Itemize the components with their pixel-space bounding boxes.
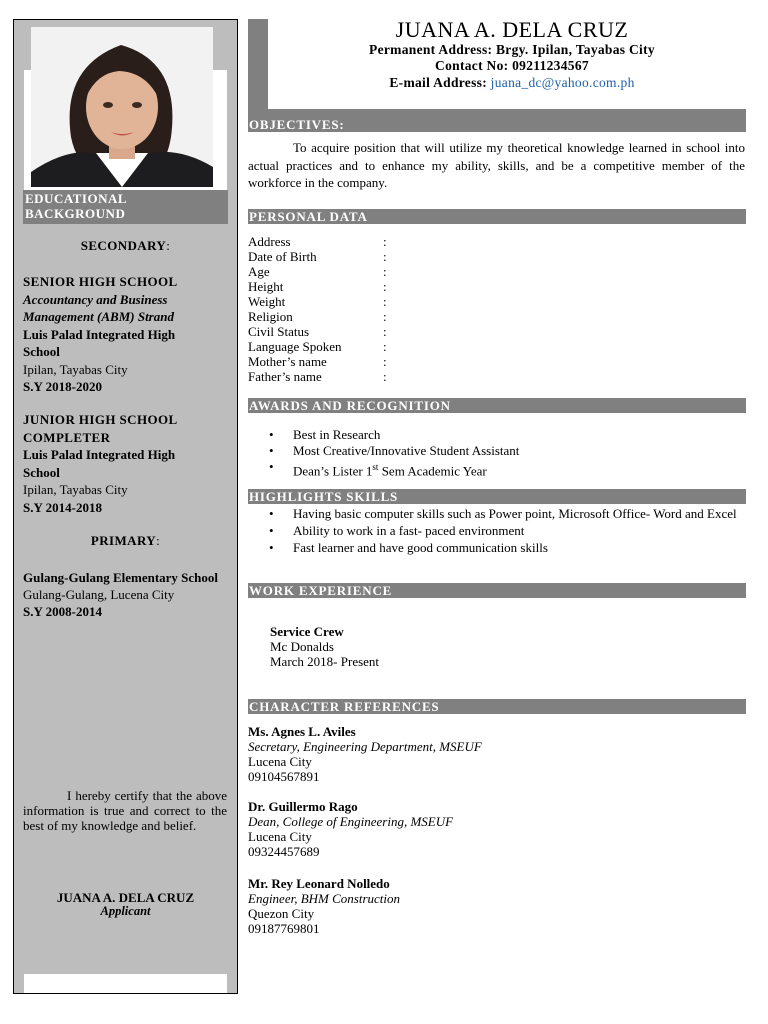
personal-field-row xyxy=(248,264,448,279)
reference-phone: 09324457689 xyxy=(248,844,320,859)
personal-field-row xyxy=(248,249,448,264)
personal-field-colon: : xyxy=(383,294,387,309)
signer-role: Applicant xyxy=(100,904,151,918)
work-position: Service Crew xyxy=(270,624,344,639)
personal-field-label: Address xyxy=(248,234,291,249)
references-heading: CHARACTER REFERENCES xyxy=(248,699,746,714)
certification-text: I hereby certify that the above information is true and correct to the best of my knowledge and belief. xyxy=(23,788,227,833)
applicant-name: JUANA A. DELA CRUZ xyxy=(395,17,629,42)
header-accent-bar xyxy=(248,19,268,109)
personal-field-colon: : xyxy=(383,309,387,324)
right-border-strip xyxy=(227,20,237,993)
skill-item: • Ability to work in a fast- paced environment xyxy=(248,523,745,538)
primary-school: Gulang-Gulang Elementary School xyxy=(23,570,219,585)
personal-data-heading: PERSONAL DATA xyxy=(248,209,746,224)
objectives-text: To acquire position that will utilize my theoretical knowledge learned in school into actual practices and to enhance my ability, skills, and be a competitive member of the workforce in the company. xyxy=(248,140,745,190)
work-experience-heading: WORK EXPERIENCE xyxy=(248,583,746,598)
reference-phone: 09104567891 xyxy=(248,769,320,784)
shs-school-year: S.Y 2018-2020 xyxy=(23,379,102,394)
skill-item: • Having basic computer skills such as Power point, Microsoft Office- Word and Excel xyxy=(248,506,745,521)
reference-name: Dr. Guillermo Rago xyxy=(248,799,358,814)
reference-entry xyxy=(248,876,648,936)
education-heading: EDUCATIONAL BACKGROUND xyxy=(23,190,228,224)
personal-field-row xyxy=(248,309,448,324)
personal-field-colon: : xyxy=(383,354,387,369)
email-line xyxy=(268,75,756,90)
primary-place: Gulang-Gulang, Lucena City xyxy=(23,587,175,602)
work-period: March 2018- Present xyxy=(270,654,380,669)
award-item: • Most Creative/Innovative Student Assistant xyxy=(248,443,745,459)
reference-entry xyxy=(248,724,648,784)
awards-list xyxy=(248,427,745,479)
jhs-title: JUNIOR HIGH SCHOOL COMPLETER xyxy=(23,412,177,445)
left-column xyxy=(13,19,238,994)
personal-field-label: Mother’s name xyxy=(248,354,327,369)
primary-school-year: S.Y 2008-2014 xyxy=(23,604,102,619)
jhs-place: Ipilan, Tayabas City xyxy=(23,482,128,497)
personal-field-colon: : xyxy=(383,264,387,279)
reference-title: Engineer, BHM Construction xyxy=(248,891,401,906)
certification-section xyxy=(23,652,228,974)
reference-title: Dean, College of Engineering, MSEUF xyxy=(248,814,454,829)
skill-item: • Fast learner and have good communication skills xyxy=(248,540,745,555)
personal-field-label: Age xyxy=(248,264,270,279)
personal-field-colon: : xyxy=(383,369,387,384)
shs-title: SENIOR HIGH SCHOOL xyxy=(23,274,178,289)
email-link[interactable]: juana_dc@yahoo.com.ph xyxy=(490,75,635,90)
personal-field-label: Religion xyxy=(248,309,293,324)
objectives-heading: OBJECTIVES: xyxy=(248,117,746,132)
reference-name: Ms. Agnes L. Aviles xyxy=(248,724,356,739)
skills-heading: HIGHLIGHTS SKILLS xyxy=(248,489,746,504)
personal-field-row xyxy=(248,294,448,309)
applicant-portrait-image xyxy=(31,27,213,187)
shs-strand: Accountancy and Business Management (ABM) Strand xyxy=(23,291,174,324)
personal-field-row xyxy=(248,339,448,354)
primary-label: PRIMARY: xyxy=(90,533,161,548)
education-section xyxy=(23,224,228,650)
reference-entry xyxy=(248,799,648,859)
work-entry xyxy=(270,624,570,669)
reference-place: Lucena City xyxy=(248,829,312,844)
personal-field-label: Weight xyxy=(248,294,286,309)
reference-place: Lucena City xyxy=(248,754,312,769)
reference-place: Quezon City xyxy=(248,906,315,921)
personal-data-list xyxy=(248,234,448,384)
personal-field-colon: : xyxy=(383,234,387,249)
email-label: E-mail Address: xyxy=(389,75,491,90)
contact-number: Contact No: 09211234567 xyxy=(435,58,589,73)
reference-title: Secretary, Engineering Department, MSEUF xyxy=(248,739,482,754)
personal-field-colon: : xyxy=(383,279,387,294)
personal-field-row xyxy=(248,234,448,249)
jhs-school-year: S.Y 2014-2018 xyxy=(23,499,102,515)
senior-high-entry xyxy=(23,273,223,396)
personal-field-label: Height xyxy=(248,279,284,294)
personal-field-row xyxy=(248,279,448,294)
award-item: • Best in Research xyxy=(248,427,745,443)
awards-heading: AWARDS AND RECOGNITION xyxy=(248,398,746,413)
personal-field-label: Language Spoken xyxy=(248,339,342,354)
personal-field-label: Father’s name xyxy=(248,369,322,384)
personal-field-label: Civil Status xyxy=(248,324,310,339)
permanent-address: Permanent Address: Brgy. Ipilan, Tayabas City xyxy=(369,42,655,57)
shs-place: Ipilan, Tayabas City xyxy=(23,361,128,377)
work-company: Mc Donalds xyxy=(270,639,334,654)
secondary-label: SECONDARY: xyxy=(80,238,171,253)
junior-high-entry xyxy=(23,411,223,516)
jhs-school: Luis Palad Integrated High School xyxy=(23,447,176,480)
reference-name: Mr. Rey Leonard Nolledo xyxy=(248,876,390,891)
personal-field-row xyxy=(248,324,448,339)
shs-school: Luis Palad Integrated High School xyxy=(23,326,176,359)
primary-entry xyxy=(23,569,223,620)
applicant-photo xyxy=(31,27,213,187)
personal-field-colon: : xyxy=(383,339,387,354)
award-item: • Dean’s Lister 1st Sem Academic Year xyxy=(248,459,745,479)
personal-field-row xyxy=(248,369,448,384)
reference-phone: 09187769801 xyxy=(248,921,320,936)
personal-field-colon: : xyxy=(383,249,387,264)
signer-name: JUANA A. DELA CRUZ xyxy=(56,890,195,905)
personal-field-colon: : xyxy=(383,324,387,339)
personal-field-label: Date of Birth xyxy=(248,249,317,264)
personal-field-row xyxy=(248,354,448,369)
skills-list xyxy=(248,506,745,555)
